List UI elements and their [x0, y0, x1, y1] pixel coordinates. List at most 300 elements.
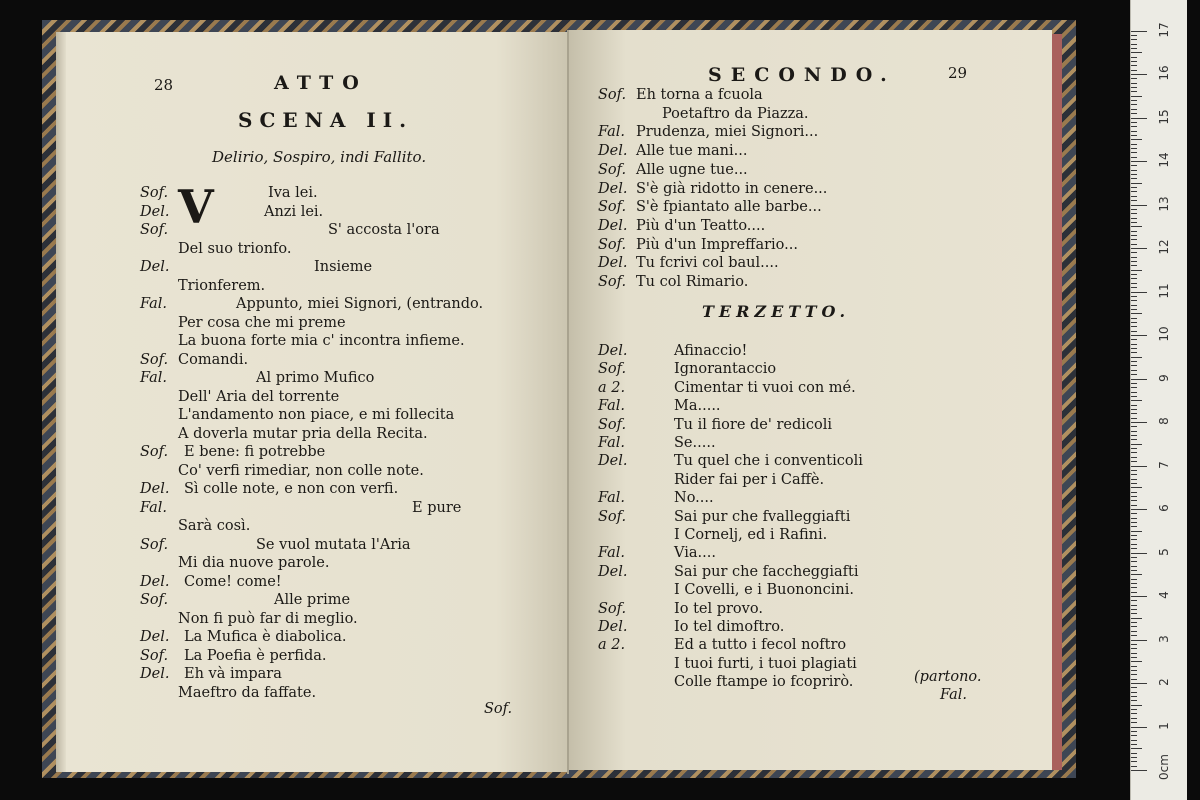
ruler-minor-tick — [1131, 191, 1137, 192]
stage-direction: (partono. — [914, 669, 982, 685]
dialogue-line — [140, 443, 560, 461]
ruler-minor-tick — [1131, 365, 1137, 366]
ruler-minor-tick — [1131, 457, 1137, 458]
speaker-label: Del. — [140, 629, 170, 645]
line-text: L'andamento non piace, e mi follecita — [178, 407, 455, 423]
line-text: La Mufica è diabolica. — [184, 629, 347, 645]
dialogue-line — [140, 591, 560, 609]
speaker-label: Del. — [598, 343, 628, 359]
ruler-minor-tick — [1131, 539, 1137, 540]
line-text: Se vuol mutata l'Aria — [256, 536, 411, 553]
ruler-label: 14 — [1157, 152, 1171, 168]
speaker-label: Sof. — [140, 444, 169, 460]
speaker-label: Del. — [140, 259, 170, 275]
ruler-minor-tick — [1131, 679, 1137, 680]
ruler-minor-tick — [1131, 439, 1137, 440]
ruler-minor-tick — [1131, 87, 1137, 88]
line-text: Più d'un Teatto.... — [636, 217, 766, 234]
measurement-ruler — [1130, 0, 1187, 800]
ruler-label: 9 — [1157, 373, 1171, 382]
ruler-minor-tick — [1131, 170, 1137, 171]
ruler-minor-tick — [1131, 352, 1137, 353]
page-number-right: 29 — [948, 64, 968, 82]
ruler-tick — [1131, 509, 1147, 510]
ruler-minor-tick — [1131, 757, 1137, 758]
speaker-label: Sof. — [598, 199, 627, 216]
ruler-minor-tick — [1131, 361, 1137, 362]
ruler-label: 3 — [1157, 634, 1171, 643]
ruler-minor-tick — [1131, 500, 1137, 501]
speaker-label: Sof. — [598, 87, 627, 103]
ruler-minor-tick — [1131, 718, 1137, 719]
dialogue-line — [598, 581, 1038, 599]
dialogue-line — [140, 684, 560, 702]
dialogue-line — [140, 517, 560, 535]
line-text: Afinaccio! — [674, 343, 748, 359]
speaker-label: Sof. — [140, 592, 169, 608]
dialogue-line — [140, 462, 560, 480]
ruler-minor-tick — [1131, 583, 1137, 584]
dialogue-line — [140, 610, 560, 628]
line-text: La buona forte mia c' incontra infieme. — [178, 333, 465, 349]
ruler-minor-tick — [1131, 278, 1137, 279]
line-text: Tu quel che i conventicoli — [674, 453, 863, 470]
dialogue-line — [598, 636, 1038, 654]
speaker-label: Sof. — [598, 161, 627, 178]
line-text: Eh torna a fcuola — [636, 87, 763, 103]
ruler-minor-tick — [1131, 531, 1142, 532]
line-text: Rider fai per i Caffè. — [674, 471, 825, 488]
ruler-minor-tick — [1131, 609, 1137, 610]
line-text: S'è già ridotto in cenere... — [636, 180, 828, 197]
ruler-tick — [1131, 161, 1147, 162]
speaker-label: Fal. — [598, 398, 625, 415]
ruler-minor-tick — [1131, 100, 1137, 101]
speaker-label: Sof. — [598, 508, 627, 525]
dialogue-line — [140, 554, 560, 572]
ruler-minor-tick — [1131, 400, 1142, 401]
dialogue-line — [140, 203, 560, 221]
ruler-minor-tick — [1131, 300, 1137, 301]
line-text: Colle ftampe io fcoprirò. — [674, 674, 854, 691]
dialogue-line — [598, 508, 1038, 526]
ruler-minor-tick — [1131, 740, 1137, 741]
ruler-minor-tick — [1131, 622, 1137, 623]
dialogue-line — [598, 142, 1038, 160]
scene-characters: Delirio, Sospiro, indi Fallito. — [212, 148, 427, 166]
ruler-minor-tick — [1131, 287, 1137, 288]
ruler-minor-tick — [1131, 579, 1137, 580]
ruler-minor-tick — [1131, 348, 1137, 349]
ruler-minor-tick — [1131, 557, 1137, 558]
line-text: Sai pur che fvalleggiafti — [674, 508, 851, 525]
ruler-minor-tick — [1131, 318, 1137, 319]
dialogue-line — [598, 452, 1038, 470]
speaker-label: Fal. — [598, 124, 625, 141]
catchword-left: Sof. — [484, 701, 513, 717]
ruler-minor-tick — [1131, 518, 1137, 519]
ruler-minor-tick — [1131, 78, 1137, 79]
ruler-minor-tick — [1131, 392, 1137, 393]
ruler-minor-tick — [1131, 257, 1137, 258]
ruler-minor-tick — [1131, 631, 1137, 632]
ruler-minor-tick — [1131, 431, 1137, 432]
ruler-minor-tick — [1131, 483, 1137, 484]
line-text: Non fi può far di meglio. — [178, 610, 358, 627]
dialogue-line — [140, 332, 560, 350]
dialogue-line — [598, 618, 1038, 636]
ruler-minor-tick — [1131, 426, 1137, 427]
ruler-minor-tick — [1131, 513, 1137, 514]
dialogue-line — [598, 434, 1038, 452]
speaker-label: a 2. — [598, 379, 626, 396]
ruler-minor-tick — [1131, 296, 1137, 297]
speaker-label: Sof. — [598, 600, 627, 617]
ruler-minor-tick — [1131, 70, 1137, 71]
ruler-minor-tick — [1131, 109, 1137, 110]
line-text: Più d'un Impreffario... — [636, 236, 798, 253]
ruler-minor-tick — [1131, 470, 1137, 471]
ruler-label: 12 — [1157, 239, 1171, 255]
ruler-minor-tick — [1131, 239, 1137, 240]
ruler-minor-tick — [1131, 626, 1137, 627]
line-text: Dell' Aria del torrente — [178, 388, 340, 405]
ruler-minor-tick — [1131, 461, 1137, 462]
ruler-tick — [1131, 118, 1147, 119]
line-text: Se..... — [674, 435, 716, 451]
ruler-minor-tick — [1131, 131, 1137, 132]
ruler-label: 0cm — [1157, 754, 1171, 780]
dialogue-line — [598, 236, 1038, 254]
line-text: Alle prime — [274, 592, 351, 608]
ruler-minor-tick — [1131, 309, 1137, 310]
speaker-label: Del. — [598, 143, 628, 160]
ruler-minor-tick — [1131, 231, 1137, 232]
ruler-minor-tick — [1131, 744, 1137, 745]
ruler-minor-tick — [1131, 374, 1137, 375]
ruler-minor-tick — [1131, 157, 1137, 158]
line-text: Cimentar ti vuoi con mé. — [674, 379, 856, 396]
dialogue-line — [598, 105, 1038, 123]
ruler-minor-tick — [1131, 235, 1137, 236]
line-text: Prudenza, miei Signori... — [636, 124, 819, 141]
page-edge — [56, 32, 66, 772]
line-text: Per cosa che mi preme — [178, 314, 346, 331]
ruler-minor-tick — [1131, 370, 1137, 371]
dialogue-line — [598, 526, 1038, 544]
ruler-minor-tick — [1131, 39, 1137, 40]
dialogue-line — [598, 360, 1038, 378]
ruler-minor-tick — [1131, 605, 1137, 606]
ruler-tick — [1131, 596, 1147, 597]
ruler-minor-tick — [1131, 648, 1137, 649]
dialogue-line — [598, 273, 1038, 291]
ruler-minor-tick — [1131, 692, 1137, 693]
ruler-minor-tick — [1131, 183, 1142, 184]
speaker-label: Del. — [140, 573, 170, 590]
ruler-minor-tick — [1131, 187, 1137, 188]
ruler-minor-tick — [1131, 122, 1137, 123]
dialogue-line — [140, 628, 560, 646]
ruler-label: 8 — [1157, 417, 1171, 425]
dialogue-line — [598, 217, 1038, 235]
ruler-minor-tick — [1131, 535, 1137, 536]
ruler-minor-tick — [1131, 126, 1137, 127]
ruler-minor-tick — [1131, 65, 1137, 66]
ruler-minor-tick — [1131, 709, 1137, 710]
ruler-tick — [1131, 248, 1147, 249]
ruler-tick — [1131, 422, 1147, 423]
dialogue-line — [598, 379, 1038, 397]
speaker-label: Sof. — [140, 222, 169, 238]
line-text: Co' verfi rimediar, non colle note. — [178, 462, 424, 479]
ruler-minor-tick — [1131, 766, 1137, 767]
ruler-minor-tick — [1131, 613, 1137, 614]
ruler-minor-tick — [1131, 409, 1137, 410]
dialogue-line — [140, 480, 560, 498]
ruler-minor-tick — [1131, 687, 1137, 688]
ruler-tick — [1131, 770, 1147, 771]
ruler-minor-tick — [1131, 644, 1137, 645]
right-page — [568, 30, 1052, 770]
ruler-minor-tick — [1131, 44, 1137, 45]
ruler-minor-tick — [1131, 474, 1137, 475]
ruler-minor-tick — [1131, 226, 1142, 227]
ruler-minor-tick — [1131, 57, 1137, 58]
line-text: I tuoi furti, i tuoi plagiati — [674, 655, 857, 672]
ruler-tick — [1131, 553, 1147, 554]
dialogue-line — [598, 544, 1038, 562]
ruler-tick — [1131, 205, 1147, 206]
ruler-minor-tick — [1131, 526, 1137, 527]
line-text: Tu il fiore de' redicoli — [674, 416, 833, 433]
dialogue-line — [140, 406, 560, 424]
ruler-minor-tick — [1131, 313, 1142, 314]
line-text: Insieme — [314, 259, 373, 275]
ruler-minor-tick — [1131, 96, 1142, 97]
ruler-minor-tick — [1131, 566, 1137, 567]
dialogue-line — [598, 563, 1038, 581]
ruler-tick — [1131, 683, 1147, 684]
ruler-minor-tick — [1131, 448, 1137, 449]
ruler-label: 5 — [1157, 547, 1171, 556]
line-text: S'è fpiantato alle barbe... — [636, 199, 822, 216]
dialogue-line — [598, 600, 1038, 618]
ruler-minor-tick — [1131, 731, 1137, 732]
ruler-minor-tick — [1131, 61, 1137, 62]
terzetto-title: TERZETTO. — [702, 302, 851, 321]
ruler-minor-tick — [1131, 357, 1142, 358]
ruler-minor-tick — [1131, 200, 1137, 201]
ruler-tick — [1131, 466, 1147, 467]
ruler-minor-tick — [1131, 331, 1137, 332]
dialogue-line — [598, 161, 1038, 179]
ruler-minor-tick — [1131, 435, 1137, 436]
ruler-minor-tick — [1131, 265, 1137, 266]
dialogue-line — [598, 254, 1038, 272]
ruler-minor-tick — [1131, 696, 1137, 697]
scene-title: SCENA II. — [238, 108, 414, 132]
ruler-minor-tick — [1131, 274, 1137, 275]
line-text: Trionferem. — [178, 277, 266, 294]
line-text: Appunto, miei Signori, (entrando. — [236, 296, 484, 312]
speaker-label: Sof. — [598, 236, 627, 253]
ruler-minor-tick — [1131, 178, 1137, 179]
line-text: Poetaftro da Piazza. — [662, 105, 809, 122]
ruler-minor-tick — [1131, 174, 1137, 175]
line-text: I Cornelj, ed i Rafini. — [674, 527, 828, 543]
ruler-label: 17 — [1157, 21, 1171, 38]
ruler-minor-tick — [1131, 761, 1137, 762]
ruler-minor-tick — [1131, 505, 1137, 506]
line-text: Via.... — [674, 545, 716, 562]
line-text: Anzi lei. — [264, 203, 324, 220]
dialogue-line — [598, 123, 1038, 141]
speaker-label: Del. — [140, 666, 170, 682]
line-text: Mi dia nuove parole. — [178, 555, 330, 571]
speaker-label: Sof. — [598, 274, 627, 290]
ruler-tick — [1131, 335, 1147, 336]
ruler-minor-tick — [1131, 213, 1137, 214]
ruler-minor-tick — [1131, 252, 1137, 253]
ruler-minor-tick — [1131, 196, 1137, 197]
ruler-minor-tick — [1131, 283, 1137, 284]
ruler-minor-tick — [1131, 405, 1137, 406]
ruler-minor-tick — [1131, 479, 1137, 480]
ruler-label: 13 — [1157, 195, 1171, 212]
speaker-label: a 2. — [598, 637, 626, 654]
dialogue-line — [140, 536, 560, 554]
ruler-label: 16 — [1157, 65, 1171, 81]
ruler-minor-tick — [1131, 666, 1137, 667]
ruler-minor-tick — [1131, 144, 1137, 145]
ruler-minor-tick — [1131, 661, 1142, 662]
line-text: Io tel dimoftro. — [674, 619, 785, 635]
dialogue-line — [140, 277, 560, 295]
ruler-minor-tick — [1131, 670, 1137, 671]
line-text: Sì colle note, e non con verfi. — [184, 481, 399, 497]
ruler-minor-tick — [1131, 91, 1137, 92]
ruler-minor-tick — [1131, 209, 1137, 210]
page-edge-red — [1052, 34, 1062, 770]
line-text: Del suo trionfo. — [178, 240, 292, 257]
line-text: E bene: fi potrebbe — [184, 444, 326, 460]
dialogue-line — [140, 295, 560, 313]
dialogue-line — [598, 342, 1038, 360]
dialogue-line — [140, 314, 560, 332]
ruler-label: 4 — [1157, 591, 1171, 599]
ruler-minor-tick — [1131, 152, 1137, 153]
ruler-minor-tick — [1131, 322, 1137, 323]
ruler-minor-tick — [1131, 344, 1137, 345]
ruler-minor-tick — [1131, 165, 1137, 166]
ruler-minor-tick — [1131, 261, 1137, 262]
ruler-tick — [1131, 292, 1147, 293]
ruler-minor-tick — [1131, 600, 1137, 601]
speaker-label: Del. — [598, 217, 628, 234]
speaker-label: Del. — [598, 255, 628, 272]
speaker-label: Sof. — [140, 647, 169, 664]
dialogue-line — [140, 369, 560, 387]
ruler-tick — [1131, 74, 1147, 75]
ruler-minor-tick — [1131, 218, 1137, 219]
line-text: Eh và impara — [184, 666, 282, 682]
line-text: Tu col Rimario. — [636, 274, 749, 290]
dialogue-line — [598, 198, 1038, 216]
catchword-right: Fal. — [940, 687, 967, 703]
speaker-label: Del. — [598, 563, 628, 580]
speaker-label: Fal. — [140, 499, 167, 516]
dialogue-line — [140, 665, 560, 683]
ruler-minor-tick — [1131, 48, 1137, 49]
ruler-minor-tick — [1131, 492, 1137, 493]
ruler-minor-tick — [1131, 522, 1137, 523]
line-text: I Covelli, e i Buononcini. — [674, 582, 854, 599]
book-gutter — [567, 30, 569, 774]
line-text: E pure — [412, 499, 462, 516]
dialogue-line — [140, 184, 560, 202]
ruler-minor-tick — [1131, 339, 1137, 340]
ruler-minor-tick — [1131, 244, 1137, 245]
ruler-tick — [1131, 727, 1147, 728]
ruler-minor-tick — [1131, 570, 1137, 571]
dialogue-line — [598, 86, 1038, 104]
ruler-tick — [1131, 379, 1147, 380]
dialogue-line — [140, 351, 560, 369]
ruler-minor-tick — [1131, 148, 1137, 149]
ruler-minor-tick — [1131, 418, 1137, 419]
ruler-minor-tick — [1131, 452, 1137, 453]
dialogue-line — [140, 499, 560, 517]
dialogue-line — [598, 471, 1038, 489]
ruler-label: 10 — [1157, 326, 1171, 342]
ruler-minor-tick — [1131, 748, 1142, 749]
ruler-minor-tick — [1131, 305, 1137, 306]
ruler-minor-tick — [1131, 222, 1137, 223]
ruler-minor-tick — [1131, 444, 1142, 445]
speaker-label: Del. — [598, 180, 628, 197]
line-text: No.... — [674, 490, 714, 507]
ruler-minor-tick — [1131, 52, 1142, 53]
line-text: Iva lei. — [268, 185, 318, 201]
page-number-left: 28 — [154, 76, 174, 94]
ruler-minor-tick — [1131, 113, 1137, 114]
line-text: Sai pur che faccheggiafti — [674, 563, 859, 580]
line-text: Come! come! — [184, 573, 282, 590]
ruler-minor-tick — [1131, 618, 1142, 619]
ruler-minor-tick — [1131, 574, 1142, 575]
running-head-left: ATTO — [274, 72, 368, 94]
line-text: Comandi. — [178, 351, 249, 368]
line-text: S' accosta l'ora — [328, 222, 440, 238]
dialogue-line — [598, 180, 1038, 198]
ruler-tick — [1131, 31, 1147, 32]
ruler-minor-tick — [1131, 548, 1137, 549]
dialogue-line — [598, 397, 1038, 415]
ruler-minor-tick — [1131, 674, 1137, 675]
ruler-minor-tick — [1131, 657, 1137, 658]
ruler-minor-tick — [1131, 387, 1137, 388]
ruler-label: 1 — [1157, 721, 1171, 730]
ruler-minor-tick — [1131, 544, 1137, 545]
line-text: Alle tue mani... — [636, 143, 748, 160]
ruler-tick — [1131, 640, 1147, 641]
drop-cap: V — [178, 180, 214, 234]
ruler-minor-tick — [1131, 270, 1142, 271]
ruler-label: 15 — [1157, 108, 1171, 125]
left-page — [56, 32, 568, 772]
ruler-minor-tick — [1131, 135, 1137, 136]
